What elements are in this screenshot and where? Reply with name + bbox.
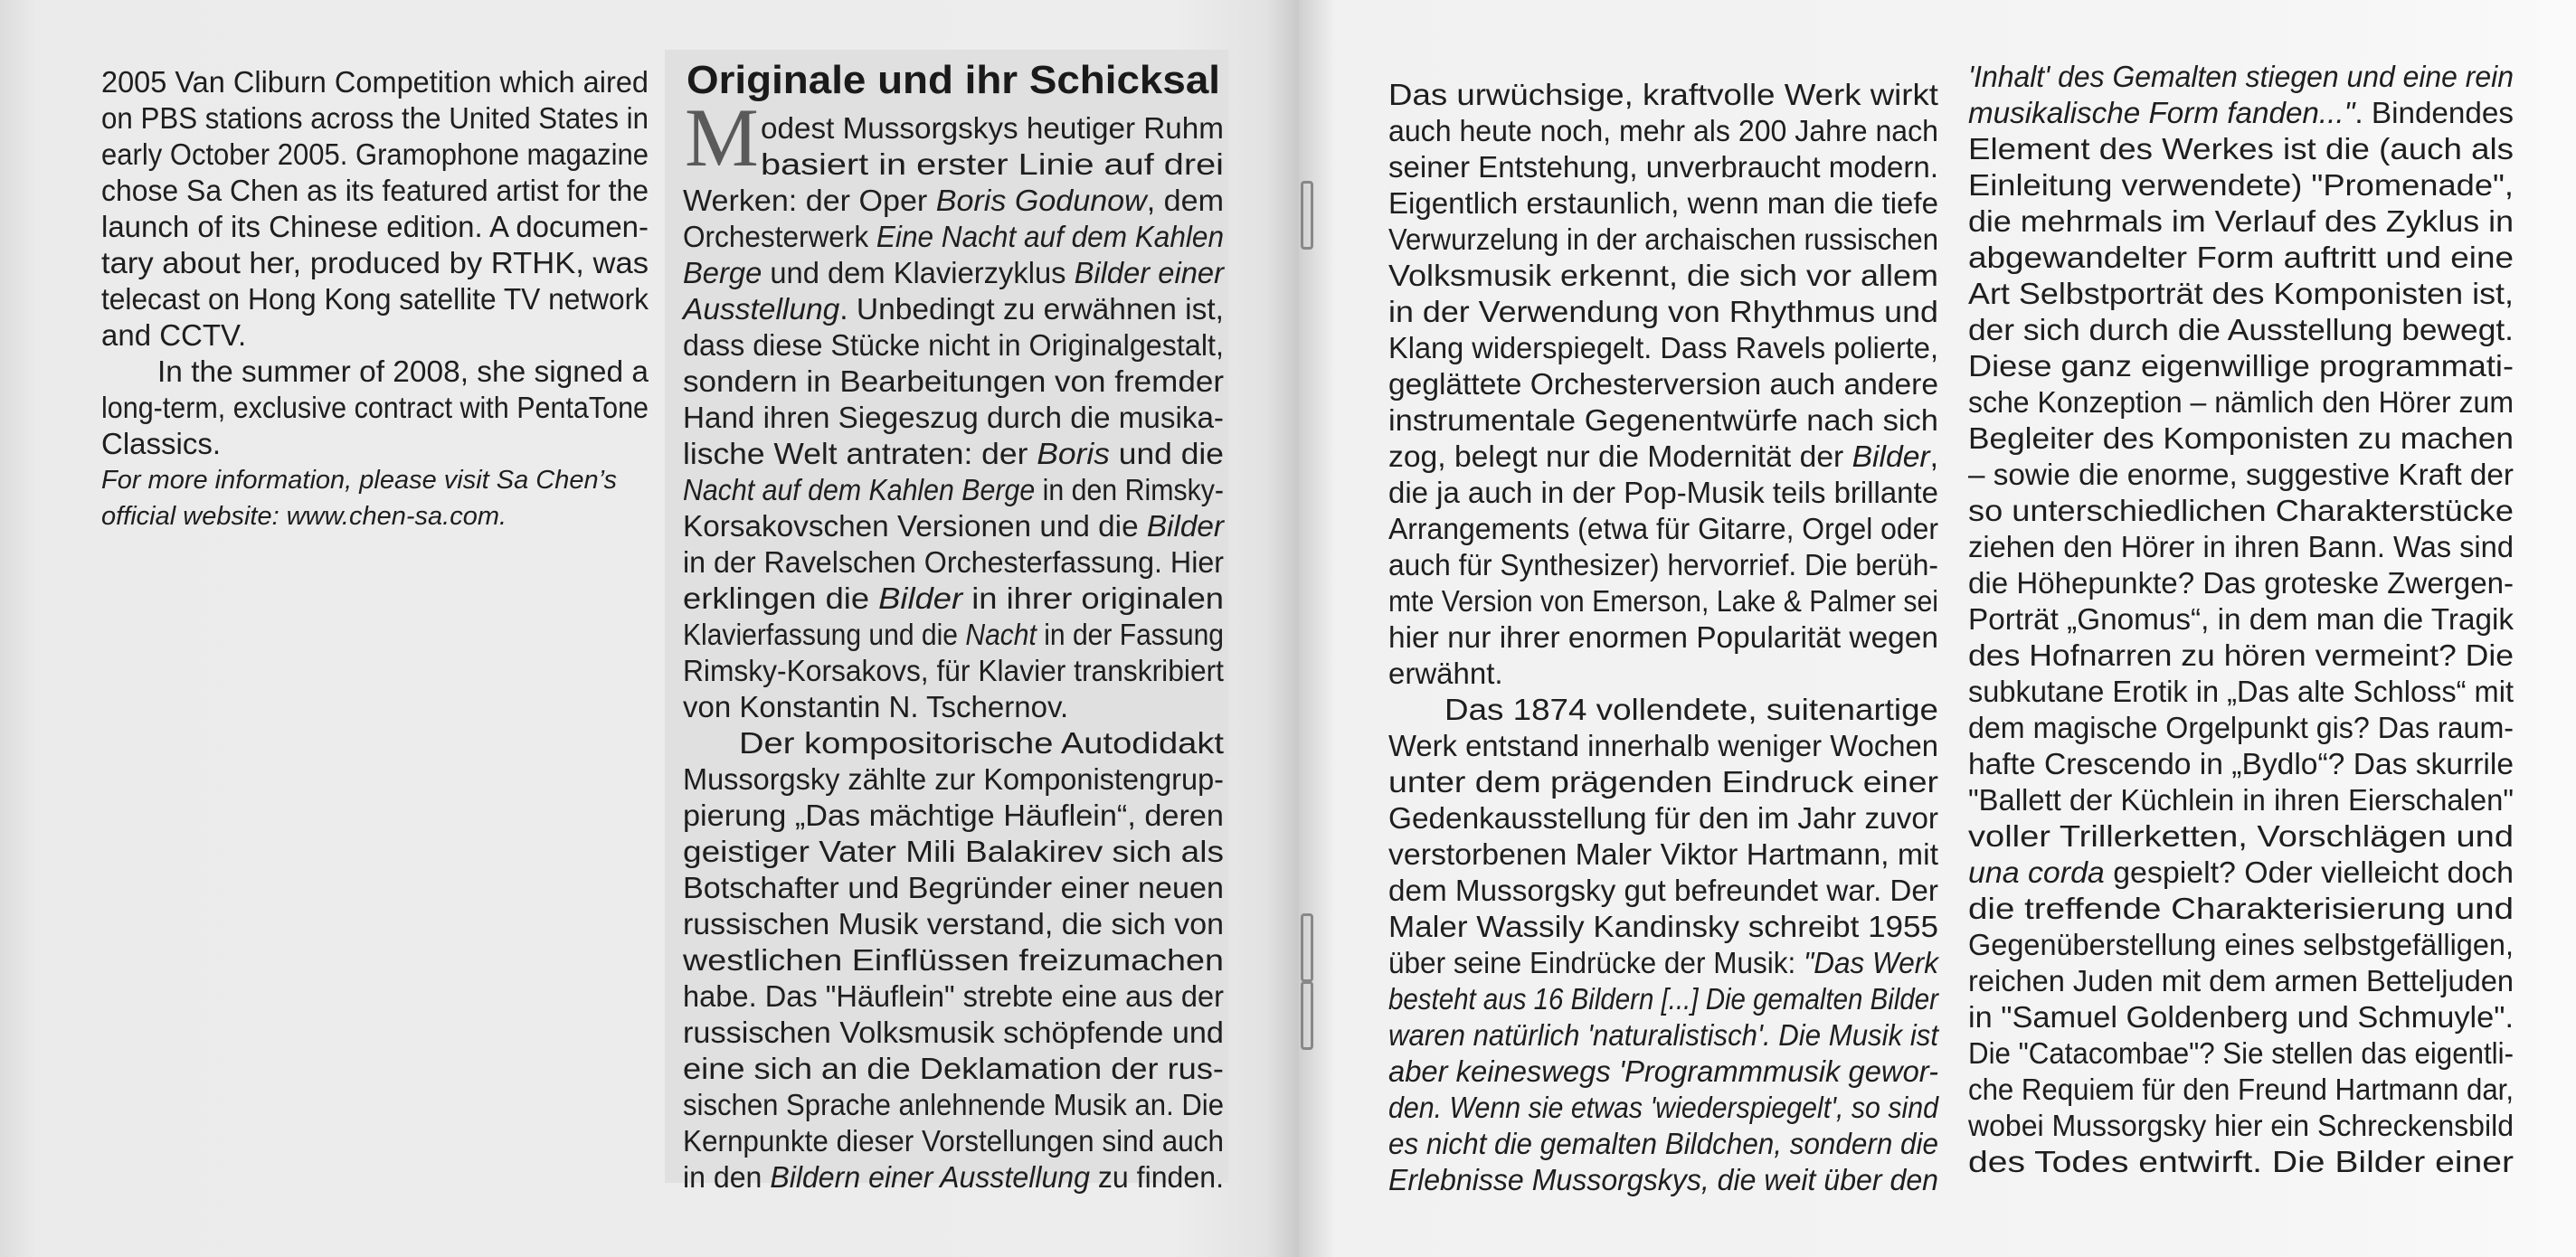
text-segment: chose Sa Chen as its featured artist for the [101, 174, 649, 207]
text-line [683, 906, 1224, 942]
text-line [1388, 113, 1938, 149]
text-line [1388, 1162, 1938, 1198]
italic-text-segment: Bildern einer Ausstellung [770, 1160, 1090, 1194]
text-line [101, 245, 649, 281]
text-line [1968, 493, 2514, 529]
text-line [1388, 77, 1938, 113]
text-segment: mte Version von Emerson, Lake & Palmer sei [1388, 584, 1938, 618]
text-line [683, 255, 1224, 291]
text-line [1968, 674, 2514, 710]
text-segment: russischen Musik verstand, die sich von [683, 907, 1224, 940]
text-line [1968, 1072, 2514, 1108]
text-segment: sondern in Bearbeitungen von fremder [683, 364, 1224, 398]
text-line [1968, 782, 2514, 818]
text-line [101, 173, 649, 209]
text-line [1968, 95, 2514, 131]
website-note [101, 462, 649, 534]
text-segment: die mehrmals im Verlauf des Zyklus in [1968, 204, 2514, 238]
text-line [683, 798, 1224, 834]
text-segment: Kernpunkte dieser Vorstellungen sind auch [683, 1124, 1224, 1158]
text-segment: habe. Das "Häuflein" strebte eine aus der [683, 979, 1224, 1013]
text-line [101, 64, 649, 100]
italic-text-segment: Erlebnisse Mussorgskys, die weit über den [1388, 1163, 1938, 1196]
text-line [1968, 167, 2514, 203]
text-segment: Werken: der Oper [683, 184, 936, 217]
text-line [1968, 999, 2514, 1035]
text-line [101, 281, 649, 317]
italic-text-segment: musikalische Form fanden..." [1968, 96, 2355, 129]
text-line [1968, 1144, 2514, 1180]
text-line [101, 354, 649, 390]
text-segment: in den [683, 1160, 771, 1194]
italic-text-segment: "Das Werk [1804, 946, 1938, 979]
text-segment: Arrangements (etwa für Gitarre, Orgel oder [1388, 512, 1938, 545]
text-line [1388, 619, 1938, 656]
text-segment: launch of its Chinese edition. A documen- [101, 210, 649, 243]
text-segment: pierung „Das mächtige Häuflein“, deren [683, 799, 1224, 832]
text-line [101, 209, 649, 245]
text-line [1388, 1054, 1938, 1090]
text-segment: erwähnt. [1388, 657, 1503, 690]
staple [1301, 913, 1313, 982]
text-segment: Hand ihren Siegeszug durch die musika- [683, 401, 1224, 434]
text-line [683, 544, 1224, 581]
text-segment: In the summer of 2008, she signed a [157, 354, 649, 388]
text-line [1968, 818, 2514, 855]
text-line [683, 653, 1224, 689]
text-line [683, 1015, 1224, 1051]
text-segment: dem Mussorgsky gut befreundet war. Der [1388, 874, 1938, 907]
text-line [1388, 439, 1938, 475]
text-segment: unter dem prägenden Eindruck einer [1388, 765, 1938, 799]
text-line [683, 725, 1224, 761]
text-line [1388, 366, 1938, 402]
text-line [683, 400, 1224, 436]
text-segment: Art Selbstporträt des Komponisten ist, [1968, 277, 2514, 310]
text-line [683, 942, 1224, 978]
text-line [1968, 710, 2514, 746]
german-article-column-1 [683, 110, 1224, 1196]
text-line [101, 317, 649, 354]
text-segment: long-term, exclusive contract with PentaTone [101, 391, 649, 424]
text-line [1968, 963, 2514, 999]
english-bio-column [101, 64, 649, 534]
text-segment: . Bindendes [2354, 96, 2514, 129]
text-segment: Maler Wassily Kandinsky schreibt 1955 [1388, 910, 1938, 943]
text-line [1388, 222, 1938, 258]
text-segment: gespielt? Oder vielleicht doch [2104, 855, 2514, 889]
text-line [101, 498, 649, 534]
german-article-column-3 [1968, 59, 2514, 1180]
text-line [683, 1159, 1224, 1196]
text-line [1968, 276, 2514, 312]
text-line [1388, 728, 1938, 764]
text-segment: und die [1109, 437, 1224, 470]
text-segment: und dem Klavierzyklus [762, 256, 1075, 289]
text-line [1968, 746, 2514, 782]
text-segment: zu finden. [1089, 1160, 1224, 1194]
text-line [1388, 294, 1938, 330]
text-line [1388, 909, 1938, 945]
text-segment: "Ballett der Küchlein in ihren Eierschalen" [1968, 783, 2514, 817]
text-segment: Klang widerspiegelt. Dass Ravels polierte, [1388, 331, 1938, 364]
text-line [683, 291, 1224, 327]
text-line [1388, 981, 1938, 1017]
text-line [1388, 330, 1938, 366]
text-line [1968, 855, 2514, 891]
italic-text-segment: aber keineswegs 'Programmmusik gewor- [1388, 1054, 1938, 1088]
italic-text-segment: official website: www.chen-sa.com. [101, 502, 507, 531]
text-line [1388, 800, 1938, 836]
text-line [1968, 384, 2514, 421]
text-segment: die Höhepunkte? Das groteske Zwergen- [1968, 566, 2514, 600]
text-line [101, 100, 649, 137]
text-segment: über seine Eindrücke der Musik: [1388, 946, 1804, 979]
text-segment: instrumentale Gegenentwürfe nach sich [1388, 403, 1938, 437]
text-segment: – sowie die enorme, suggestive Kraft der [1968, 458, 2514, 491]
text-line [683, 870, 1224, 906]
text-segment: Rimsky-Korsakovs, für Klavier transkribiert [683, 654, 1224, 687]
text-line [1388, 873, 1938, 909]
italic-text-segment: Boris Godunow [935, 184, 1147, 217]
text-segment: in der Verwendung von Rhythmus und [1388, 295, 1938, 328]
text-segment: wobei Mussorgsky hier ein Schreckensbild [1968, 1109, 2514, 1142]
text-segment: des Todes entwirft. Die Bilder einer [1968, 1145, 2514, 1178]
italic-text-segment: Bilder [1146, 509, 1224, 543]
text-line [683, 1051, 1224, 1087]
text-segment: , dem [1146, 184, 1224, 217]
italic-text-segment: For more information, please visit Sa Chen’s [101, 466, 618, 495]
text-segment: on PBS stations across the United States in [101, 101, 649, 135]
italic-text-segment: den. Wenn sie etwas 'wiederspiegelt', so sind [1388, 1091, 1938, 1124]
text-line [101, 462, 649, 498]
text-line [683, 219, 1224, 255]
text-segment: reichen Juden mit dem armen Betteljuden [1968, 964, 2514, 997]
italic-text-segment: Nacht [965, 618, 1037, 651]
text-segment: voller Trillerketten, Vorschlägen und [1968, 819, 2514, 853]
text-segment: subkutane Erotik in „Das alte Schloss“ mit [1968, 675, 2514, 708]
text-segment: telecast on Hong Kong satellite TV network [101, 282, 649, 316]
text-line [101, 390, 649, 426]
italic-text-segment: Ausstellung [683, 292, 840, 326]
text-line [683, 761, 1224, 798]
text-line [1968, 457, 2514, 493]
text-segment: von Konstantin N. Tschernov. [683, 690, 1069, 723]
italic-text-segment: una corda [1968, 855, 2105, 889]
text-line [683, 508, 1224, 544]
text-line [683, 581, 1224, 617]
text-line [683, 183, 1224, 219]
text-segment: verstorbenen Maler Viktor Hartmann, mit [1388, 837, 1938, 871]
text-segment: , [1929, 439, 1938, 473]
text-segment: westlichen Einflüssen freizumachen [683, 943, 1224, 977]
text-line [683, 617, 1224, 653]
text-segment: Der kompositorische Autodidakt [739, 726, 1224, 760]
text-line [683, 436, 1224, 472]
text-segment: Eigentlich erstaunlich, wenn man die tiefe [1388, 186, 1938, 220]
text-line [1388, 402, 1938, 439]
italic-text-segment: waren natürlich 'naturalistisch'. Die Musik ist [1388, 1018, 1938, 1052]
text-line [1968, 529, 2514, 565]
text-segment: Gedenkausstellung für den im Jahr zuvor [1388, 801, 1938, 835]
text-segment: Das urwüchsige, kraftvolle Werk wirkt [1388, 78, 1938, 111]
text-segment: lische Welt antraten: der [683, 437, 1037, 470]
italic-text-segment: Berge [683, 256, 762, 289]
text-line [683, 834, 1224, 870]
text-segment: Begleiter des Komponisten zu machen [1968, 421, 2514, 455]
text-line [1968, 565, 2514, 601]
italic-text-segment: es nicht die gemalten Bildchen, sondern die [1388, 1127, 1938, 1160]
italic-text-segment: Boris [1037, 437, 1110, 470]
text-segment: and CCTV. [101, 318, 247, 352]
text-line [1388, 511, 1938, 547]
text-segment: erklingen die [683, 581, 879, 615]
text-line [683, 364, 1224, 400]
text-segment: Orchesterwerk [683, 220, 876, 253]
staple [1301, 181, 1313, 250]
text-segment: die treffende Charakterisierung und [1968, 892, 2514, 925]
text-line [683, 1087, 1224, 1123]
text-line [1968, 131, 2514, 167]
text-segment: Klavierfassung und die [683, 618, 966, 651]
text-segment: russischen Volksmusik schöpfende und [683, 1016, 1224, 1049]
text-line [683, 146, 1224, 183]
text-line [1388, 945, 1938, 981]
text-segment: sischen Sprache anlehnende Musik an. Die [683, 1088, 1224, 1121]
text-segment: ziehen den Hörer in ihren Bann. Was sind [1968, 530, 2514, 563]
text-segment: auch für Synthesizer) hervorrief. Die berüh- [1388, 548, 1938, 581]
text-segment: Element des Werkes ist die (auch als [1968, 132, 2514, 165]
italic-text-segment: Bilder [878, 581, 963, 615]
text-line [1968, 203, 2514, 240]
text-segment: seiner Entstehung, unverbraucht modern. [1388, 150, 1938, 184]
text-segment: zog, belegt nur die Modernität der [1388, 439, 1852, 473]
italic-text-segment: Bilder einer [1074, 256, 1224, 289]
text-line [683, 110, 1224, 146]
text-segment: in ihrer originalen [962, 581, 1224, 615]
staple [1301, 981, 1313, 1050]
text-line [1968, 59, 2514, 95]
text-line [1388, 583, 1938, 619]
text-line [1968, 1035, 2514, 1072]
text-segment: Classics. [101, 427, 222, 460]
text-segment: der sich durch die Ausstellung bewegt. [1968, 313, 2514, 346]
text-line [101, 137, 649, 173]
text-segment: so unterschiedlichen Charakterstücke [1968, 494, 2514, 527]
text-segment: die ja auch in der Pop-Musik teils brillante [1388, 476, 1938, 509]
text-segment: geglättete Orchesterversion auch andere [1388, 367, 1938, 401]
text-segment: che Requiem für den Freund Hartmann dar, [1968, 1073, 2514, 1106]
text-segment: abgewandelter Form auftritt und eine [1968, 241, 2514, 274]
text-segment: Diese ganz eigenwillige programmati- [1968, 349, 2514, 383]
text-segment: 2005 Van Cliburn Competition which aired [101, 65, 649, 99]
text-segment: Die "Catacombae"? Sie stellen das eigentli- [1968, 1036, 2514, 1070]
text-line [1968, 891, 2514, 927]
text-segment: in der Ravelschen Orchesterfassung. Hier [683, 545, 1224, 579]
text-line [683, 327, 1224, 364]
italic-text-segment: Bilder [1852, 439, 1930, 473]
text-line [1388, 475, 1938, 511]
text-segment: in den Rimsky- [1035, 473, 1224, 506]
italic-text-segment: besteht aus 16 Bildern [...] Die gemalten Bilder [1388, 982, 1938, 1016]
text-line [1968, 348, 2514, 384]
text-line [1388, 692, 1938, 728]
text-line [1968, 240, 2514, 276]
text-segment: Korsakovschen Versionen und die [683, 509, 1147, 543]
italic-text-segment: 'Inhalt' des Gemalten stiegen und eine rein [1968, 60, 2514, 93]
text-segment: Mussorgsky zählte zur Komponistengrup- [683, 762, 1224, 796]
text-segment: Einleitung verwendete) "Promenade", [1968, 168, 2514, 202]
german-article-column-2 [1388, 77, 1938, 1198]
article-title: Originale und ihr Schicksal [687, 58, 1220, 102]
text-segment: Porträt „Gnomus“, in dem man die Tragik [1968, 602, 2514, 636]
text-segment: Das 1874 vollendete, suitenartige [1444, 693, 1938, 726]
text-segment: Verwurzelung in der archaischen russischen [1388, 222, 1938, 256]
text-segment: odest Mussorgskys heutiger Ruhm [761, 111, 1224, 145]
text-segment: des Hofnarren zu hören vermeint? Die [1968, 638, 2514, 672]
text-segment: dass diese Stücke nicht in Originalgestalt, [683, 328, 1224, 362]
text-segment: Volksmusik erkennt, die sich vor allem [1388, 259, 1938, 292]
text-line [1968, 638, 2514, 674]
text-line [1388, 185, 1938, 222]
text-line [1388, 1090, 1938, 1126]
text-line [1968, 927, 2514, 963]
text-segment: Gegenüberstellung eines selbstgefälligen, [1968, 928, 2514, 961]
text-segment: geistiger Vater Mili Balakirev sich als [683, 835, 1224, 868]
text-line [1388, 149, 1938, 185]
text-line [1388, 764, 1938, 800]
text-line [101, 426, 649, 462]
text-line [683, 1123, 1224, 1159]
text-segment: in der Fassung [1036, 618, 1224, 651]
text-line [1388, 1126, 1938, 1162]
italic-text-segment: Eine Nacht auf dem Kahlen [876, 220, 1224, 253]
text-segment: in "Samuel Goldenberg und Schmuyle". [1968, 1000, 2514, 1034]
text-segment: eine sich an die Deklamation der rus- [683, 1052, 1224, 1085]
text-segment: sche Konzeption – nämlich den Hörer zum [1968, 385, 2514, 419]
text-line [1968, 421, 2514, 457]
text-segment: tary about her, produced by RTHK, was [101, 246, 649, 279]
text-segment: early October 2005. Gramophone magazine [101, 137, 649, 171]
text-line [683, 689, 1224, 725]
text-line [1388, 258, 1938, 294]
text-line [683, 978, 1224, 1015]
text-line [1388, 656, 1938, 692]
text-segment: basiert in erster Linie auf drei [761, 147, 1224, 181]
text-line [1388, 1017, 1938, 1054]
text-line [1968, 1108, 2514, 1144]
text-segment: auch heute noch, mehr als 200 Jahre nach [1388, 114, 1938, 147]
text-segment: . Unbedingt zu erwähnen ist, [839, 292, 1224, 326]
text-line [1388, 836, 1938, 873]
text-line [1968, 312, 2514, 348]
text-segment: hafte Crescendo in „Bydlo“? Das skurrile [1968, 747, 2514, 780]
text-line [1968, 601, 2514, 638]
drop-cap: M [685, 91, 759, 184]
italic-text-segment: Nacht auf dem Kahlen Berge [683, 473, 1036, 506]
text-segment: dem magische Orgelpunkt gis? Das raum- [1968, 711, 2514, 744]
text-line [683, 472, 1224, 508]
text-segment: hier nur ihrer enormen Popularität wegen [1388, 620, 1938, 654]
text-segment: Botschafter und Begründer einer neuen [683, 871, 1224, 904]
text-segment: Werk entstand innerhalb weniger Wochen [1388, 729, 1938, 762]
text-line [1388, 547, 1938, 583]
